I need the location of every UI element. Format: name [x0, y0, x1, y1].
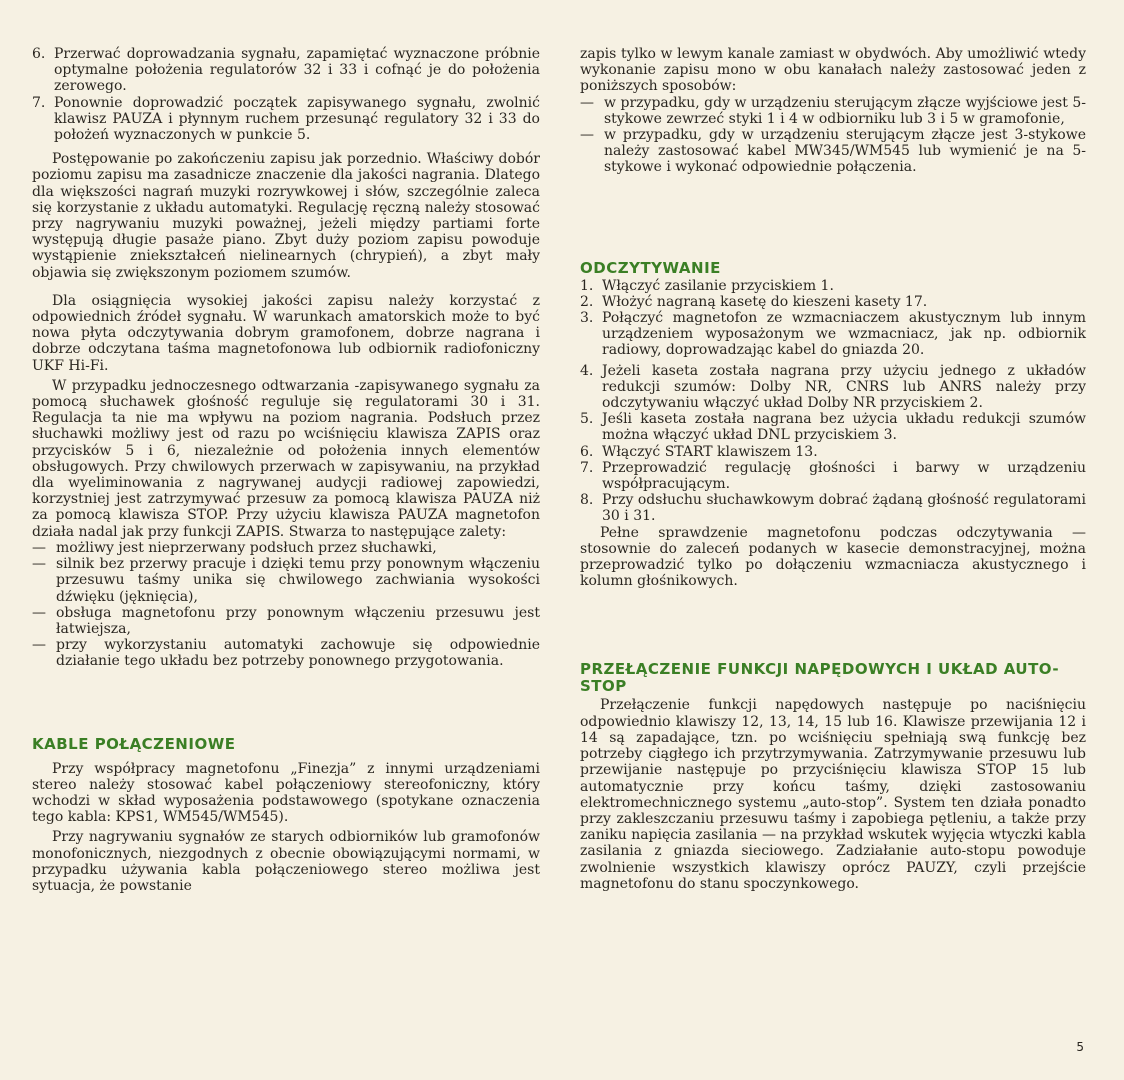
page-number: 5 [1076, 1040, 1084, 1054]
list-item: 2. Włożyć nagraną kasetę do kieszeni kasety 17. [580, 293, 928, 310]
left-column [32, 46, 540, 898]
list-item: 3. Połączyć magnetofon ze wzmacniaczem akustycznym lub innym urządzeniem wyposażonym we wzmacniacz, jak np. odbiornik radiowy, doprowadzając kabel do gniazda 20. [580, 310, 1086, 359]
section-heading-cables: KABLE POŁĄCZENIOWE [32, 734, 236, 753]
list-item: 1. Włączyć zasilanie przyciskiem 1. [580, 277, 834, 294]
right-column [580, 46, 1086, 896]
list-item: 7. Przeprowadzić regulację głośności i barwy w urządzeniu współpracującym. [580, 459, 1086, 493]
list-item: 4. Jeżeli kaseta została nagrana przy użyciu jednego z układów redukcji szumów: Dolby NR, CNRS lub ANRS należy przy odczytywaniu włączyć układ Dolby NR przyciskiem 2. [580, 362, 1086, 412]
paragraph: Przy współpracy magnetofonu „Finezja” z innymi urządzeniami stereo należy stosować kabel połączeniowy stereofoniczny, który wchodzi w skład wyposażenia podstawowego (spotykane oznaczenia tego kabla: KPS1, WM545/WM545). [32, 760, 540, 826]
list-item: 5. Jeśli kaseta została nagrana bez użycia układu redukcji szumów można włączyć układ DNL przyciskiem 3. [580, 411, 1086, 444]
list-item: — przy wykorzystaniu automatyki zachowuje się odpowiednie działanie tego układu bez potrzeby ponownego przygotowania. [32, 637, 540, 670]
list-item: — silnik bez przerwy pracuje i dzięki temu przy ponownym włączeniu przesuwu taśmy unika się chwilowego zachwiania wysokości dźwięku (jęknięcia), [32, 556, 540, 605]
list-item: — w przypadku, gdy w urządzeniu sterującym złącze jest 3-stykowe należy zastosować kabel MW345/WM545 lub wymienić je na 5-stykowe i wykonać odpowiednie połączenia. [580, 127, 1086, 176]
list-item: — możliwy jest nieprzerwany podsłuch przez słuchawki, [32, 539, 437, 556]
section-heading-drive-functions: PRZEŁĄCZENIE FUNKCJI NAPĘDOWYCH I UKŁAD AUTO-STOP [580, 660, 1060, 696]
paragraph: zapis tylko w lewym kanale zamiast w obydwóch. Aby umożliwić wtedy wykonanie zapisu mono w obu kanałach należy zastosować jeden z poniższych sposobów: [580, 46, 1086, 95]
paragraph: Pełne sprawdzenie magnetofonu podczas odczytywania — stosownie do zaleceń podanych w kasecie demonstracyjnej, można przeprowadzić tylko po dołączeniu wzmacniacza akustycznego i kolumn głośnikowych. [580, 524, 1086, 590]
paragraph: Postępowanie po zakończeniu zapisu jak porzednio. Właściwy dobór poziomu zapisu ma zasadnicze znaczenie dla jakości nagrania. Dlatego dla większości nagrań muzyki rozrywkowej i słów, szczególnie zaleca się korzystanie z układu automatyki. Regulację ręczną należy stosować przy nagrywaniu muzyki poważnej, jeżeli między partiami forte występują długie pasaże piano. Zbyt duży poziom zapisu powoduje wystąpienie zniekształceń nielinearnych (chrypień), a zbyt mały objawia się zwiększonym poziomem szumów. [32, 151, 540, 281]
section-heading-playback: ODCZYTYWANIE [580, 258, 721, 277]
list-item: 6. Przerwać doprowadzania sygnału, zapamiętać wyznaczone próbnie optymalne położenia regulatorów 32 i 33 i cofnąć je do położenia zerowego. [32, 46, 540, 95]
list-item: 6. Włączyć START klawiszem 13. [580, 443, 818, 460]
list-item: — obsługa magnetofonu przy ponownym włączeniu przesuwu jest łatwiejsza, [32, 604, 540, 637]
list-item: — w przypadku, gdy w urządzeniu sterującym złącze wyjściowe jest 5-stykowe zewrzeć styki 1 i 4 w odbiorniku lub 3 i 5 w gramofonie, [580, 94, 1086, 127]
list-item: 8. Przy odsłuchu słuchawkowym dobrać żądaną głośność regulatorami 30 i 31. [580, 492, 1086, 525]
paragraph: Przy nagrywaniu sygnałów ze starych odbiorników lub gramofonów monofonicznych, niezgodnych z obecnie obowiązującymi normami, w przypadku używania kabla połączeniowego stereo możliwa jest sytuacja, że powstanie [32, 829, 540, 894]
paragraph: W przypadku jednoczesnego odtwarzania -zapisywanego sygnału za pomocą słuchawek głośność reguluje się regulatorami 30 i 31. Regulacja ta nie ma wpływu na poziom nagrania. Podsłuch przez słuchawki możliwy jest od razu po wciśnięciu klawisza ZAPIS oraz przycisków 5 i 6, niezależnie od położenia innych elementów obsługowych. Przy chwilowych przerwach w zapisywaniu, na przykład dla wyeliminowania z nagrywanej audycji radiowej zapowiedzi, korzystniej jest zatrzymywać przesuw za pomocą klawisza PAUZA niż za pomocą klawisza STOP. Przy użyciu klawisza PAUZA magnetofon działa nadal jak przy funkcji ZAPIS. Stwarza to następujące zalety: [32, 377, 540, 540]
list-item: 7. Ponownie doprowadzić początek zapisywanego sygnału, zwolnić klawisz PAUZA i płynnym ruchem przesunąć regulatory 32 i 33 do położeń wyznaczonych w punkcie 5. [32, 94, 540, 144]
paragraph: Przełączenie funkcji napędowych następuje po naciśnięciu odpowiednio klawiszy 12, 13, 14, 15 lub 16. Klawisze przewijania 12 i 14 są zapadające, tzn. po wciśnięciu spełniają swą funkcję bez potrzeby ciągłego ich przytrzymywania. Zatrzymywanie przesuwu lub przewijanie następuje po przyciśnięciu klawisza STOP 15 lub automatycznie przy końcu taśmy, dzięki zastosowaniu elektromechnicznego systemu „auto-stop”. System ten działa ponadto przy zakleszczaniu przesuwu taśmy i zapobiega pętleniu, a także przy zaniku napięcia zasilania — na przykład wskutek wyjęcia wtyczki kabla zasilania z gniazda sieciowego. Zadziałanie auto-stopu powoduje zwolnienie wszystkich klawiszy oprócz PAUZY, czyli przejście magnetofonu do stanu spoczynkowego. [580, 697, 1086, 892]
paragraph: Dla osiągnięcia wysokiej jakości zapisu należy korzystać z odpowiednich źródeł sygnału. W warunkach amatorskich może to być nowa płyta odczytywania dobrym gramofonem, dobrze nagrana i dobrze odczytana taśma magnetofonowa lub odbiornik radiofoniczny UKF Hi-Fi. [32, 292, 540, 374]
